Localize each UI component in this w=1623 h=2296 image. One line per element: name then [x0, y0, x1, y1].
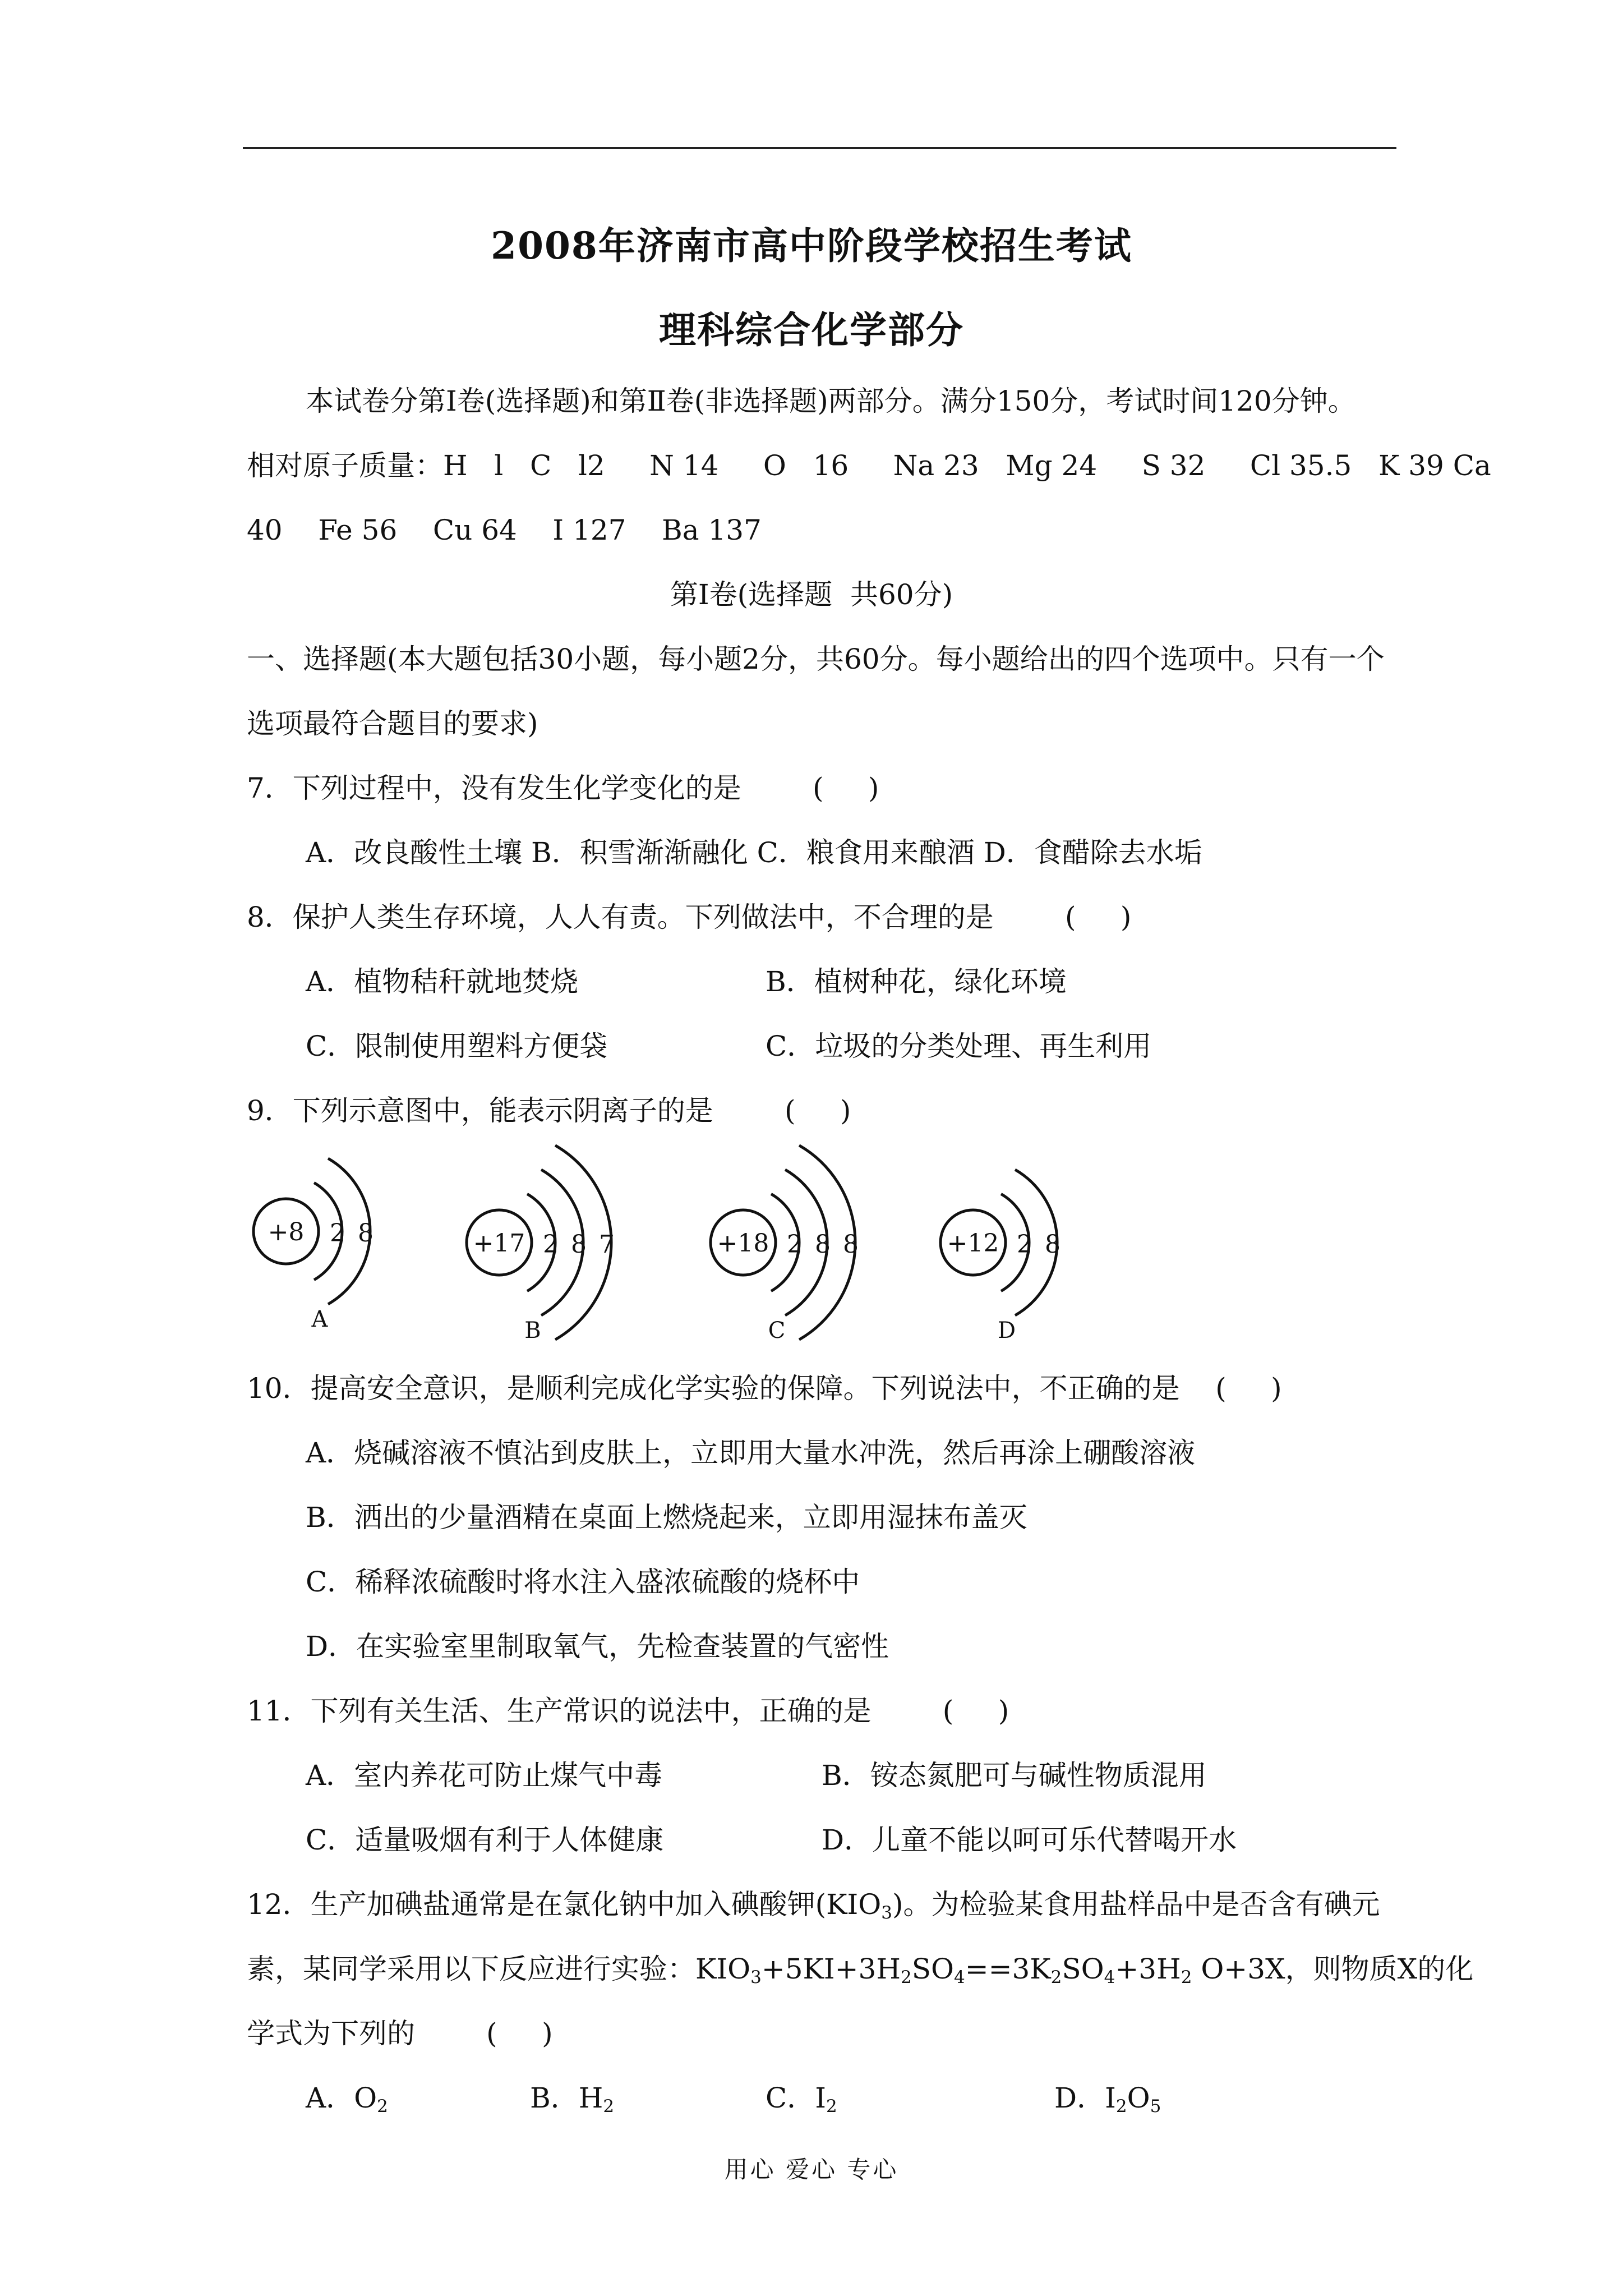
- intro-line-1: 本试卷分第Ⅰ卷(选择题)和第Ⅱ卷(非选择题)两部分。满分150分，考试时间120分钟。: [306, 385, 1356, 417]
- atomic-mass-line-1: 相对原子质量：H l C l2 N 14 O 16 Na 23 Mg 24 S 32 Cl 35.5 K 39 Ca: [247, 449, 1491, 482]
- q10-option-b: B．洒出的少量酒精在桌面上燃烧起来，立即用湿抹布盖灭: [306, 1501, 1027, 1534]
- equation-text: O+3X: [1192, 1953, 1285, 1985]
- q7-options: A．改良酸性土壤 B．积雪渐渐融化 C．粮食用来酿酒 D．食醋除去水垢: [306, 836, 1202, 869]
- page-subtitle: 理科综合化学部分: [659, 308, 964, 352]
- electron-count: 2: [330, 1219, 345, 1248]
- equation-text: +5KI+3H: [761, 1953, 901, 1985]
- equation-subscript: 4: [1104, 1967, 1115, 1987]
- equation-text: SO: [1062, 1953, 1104, 1985]
- electron-count: 2: [1017, 1230, 1032, 1259]
- electron-count: 7: [599, 1230, 615, 1259]
- equation-text: SO: [911, 1953, 954, 1985]
- diagram-letter: A: [311, 1306, 328, 1332]
- q12-equation: [695, 1953, 1285, 1985]
- q12-option-c: C．$I_2$: [766, 2082, 837, 2116]
- nucleus-charge: +12: [947, 1229, 999, 1258]
- atom-diagram-d: [940, 1170, 1061, 1343]
- q12-line-2: 素，某同学采用以下反应进行实验：$KIO_3+5KI+3H_2SO_4==3K_2SO_4+3H_2$ O+3X，则物质X的化: [247, 1953, 1474, 1987]
- diagram-letter: B: [524, 1318, 541, 1343]
- q11-stem: 11．下列有关生活、生产常识的说法中，正确的是 ( ): [247, 1695, 1009, 1727]
- q11-option-a: A．室内养花可防止煤气中毒: [306, 1759, 663, 1792]
- q8-option-a: A．植物秸秆就地焚烧: [306, 965, 579, 998]
- page-title: 2008年济南市高中阶段学校招生考试: [491, 224, 1132, 268]
- q8-option-b: B．植树种花，绿化环境: [766, 965, 1067, 998]
- equation-subscript: 2: [1181, 1967, 1192, 1987]
- q10-stem: 10．提高安全意识，是顺利完成化学实验的保障。下列说法中，不正确的是 ( ): [247, 1372, 1282, 1405]
- q12-option-b: B．$H_2$: [530, 2082, 615, 2116]
- section-instruction-1: 一、选择题(本大题包括30小题，每小题2分，共60分。每小题给出的四个选项中。只有一个: [247, 643, 1385, 675]
- atomic-mass-line-2: 40 Fe 56 Cu 64 I 127 Ba 137: [247, 514, 762, 546]
- q10-option-c: C．稀释浓硫酸时将水注入盛浓硫酸的烧杯中: [306, 1566, 860, 1598]
- electron-count: 8: [843, 1230, 859, 1259]
- q12-line-1: 12．生产加碘盐通常是在氯化钠中加入碘酸钾$(KIO_3)$。为检验某食用盐样品中是否含有碘元: [247, 1888, 1380, 1923]
- section-instruction-2: 选项最符合题目的要求): [247, 707, 538, 740]
- equation-subscript: 2: [1050, 1967, 1062, 1987]
- equation-subscript: 2: [900, 1967, 912, 1987]
- electron-count: 8: [358, 1219, 374, 1248]
- electron-count: 8: [571, 1230, 587, 1259]
- q11-option-b: B．铵态氮肥可与碱性物质混用: [822, 1759, 1207, 1792]
- q8-option-c: C．限制使用塑料方便袋: [306, 1030, 608, 1062]
- equation-subscript: 4: [953, 1967, 965, 1987]
- nucleus-charge: +8: [268, 1218, 305, 1246]
- page-footer: 用心 爱心 专心: [724, 2156, 899, 2183]
- electron-count: 2: [543, 1230, 559, 1259]
- q8-stem: 8．保护人类生存环境，人人有责。下列做法中，不合理的是 ( ): [247, 901, 1132, 933]
- q11-option-c: C．适量吸烟有利于人体健康: [306, 1824, 664, 1856]
- equation-text: +3H: [1115, 1953, 1181, 1985]
- electron-count: 8: [1045, 1230, 1061, 1259]
- atom-diagram-a: [253, 1158, 374, 1332]
- diagram-letter: D: [997, 1318, 1016, 1343]
- q12-option-a: A．$O_2$: [306, 2082, 388, 2116]
- q10-option-d: D．在实验室里制取氧气，先检查装置的气密性: [306, 1630, 889, 1663]
- q9-stem: 9．下列示意图中，能表示阴离子的是 ( ): [247, 1094, 851, 1127]
- q8-option-d: C．垃圾的分类处理、再生利用: [766, 1030, 1152, 1062]
- section-heading: 第Ⅰ卷(选择题 共60分): [670, 578, 953, 611]
- q10-option-a: A．烧碱溶液不慎沾到皮肤上，立即用大量水冲洗，然后再涂上硼酸溶液: [306, 1437, 1196, 1469]
- electron-count: 8: [815, 1230, 831, 1259]
- q11-option-d: D．儿童不能以呵可乐代替喝开水: [822, 1824, 1237, 1856]
- equation-subscript: 3: [750, 1967, 762, 1987]
- diagram-letter: C: [768, 1318, 786, 1343]
- equation-text: ==3K: [965, 1953, 1051, 1985]
- atom-diagram-b: [467, 1145, 615, 1343]
- equation-text: KIO: [695, 1953, 751, 1985]
- nucleus-charge: +17: [473, 1229, 525, 1258]
- q12-line-3: 学式为下列的 ( ): [247, 2017, 553, 2050]
- atom-diagram-c: [711, 1145, 859, 1343]
- nucleus-charge: +18: [717, 1229, 769, 1258]
- electron-count: 2: [787, 1230, 803, 1259]
- q7-stem: 7．下列过程中，没有发生化学变化的是 ( ): [247, 772, 879, 804]
- q12-option-d: D．$I_2O_5$: [1054, 2082, 1161, 2116]
